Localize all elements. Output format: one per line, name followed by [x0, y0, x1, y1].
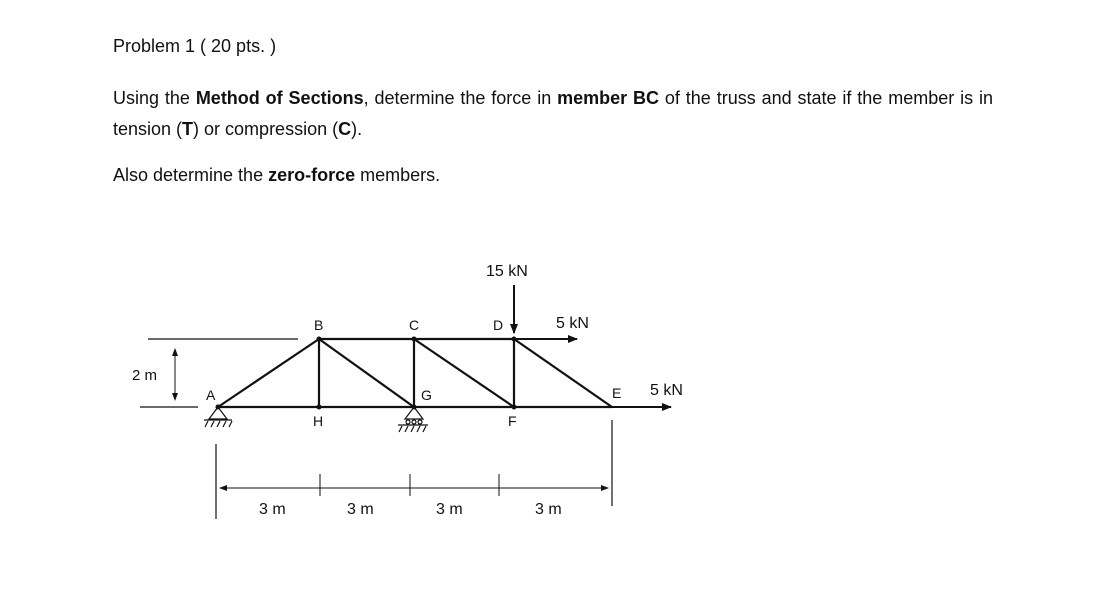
truss-members [218, 339, 612, 407]
joint-label-c: C [409, 317, 420, 333]
support-a-hatch [217, 421, 220, 427]
member-bg [319, 339, 414, 407]
height-label: 2 m [132, 367, 158, 384]
statement-text-4: ) or compression ( [193, 119, 339, 139]
support-a-hatch [205, 421, 208, 427]
applied-loads [486, 263, 683, 407]
support-g-hatch [411, 426, 414, 432]
support-g-roller [406, 420, 410, 424]
zero-force-text-1: Also determine the [113, 165, 269, 185]
pin-support-a [204, 407, 232, 427]
span-label: 3 m [436, 501, 463, 518]
joint-label-b: B [314, 317, 324, 333]
zero-force-text-2: members. [355, 165, 441, 185]
joint-h [317, 405, 322, 410]
statement-text-1: Using the [113, 88, 196, 108]
joint-b [317, 337, 322, 342]
load-5kn-e-label: 5 kN [650, 382, 683, 399]
joint-label-f: F [508, 413, 517, 429]
load-5kn-d-label: 5 kN [556, 315, 589, 332]
span-label: 3 m [535, 501, 562, 518]
member-bc-term: member BC [557, 88, 660, 108]
span-label: 3 m [347, 501, 374, 518]
member-de [514, 339, 612, 407]
support-g-roller [418, 420, 422, 424]
tension-symbol: T [182, 119, 194, 139]
joint-label-a: A [206, 387, 216, 403]
support-g-hatch [399, 426, 402, 432]
span-label: 3 m [259, 501, 286, 518]
method-of-sections-term: Method of Sections [195, 88, 364, 108]
support-g-hatch [417, 426, 420, 432]
compression-symbol: C [338, 119, 352, 139]
statement-text-3: of the truss and state if the member is in tension ( [113, 88, 993, 139]
support-a-hatch [229, 421, 232, 427]
member-ab [218, 339, 319, 407]
roller-support-g [398, 407, 428, 432]
load-15kn-label: 15 kN [486, 263, 528, 280]
joint-label-d: D [493, 317, 504, 333]
problem-heading: Problem 1 ( 20 pts. ) [113, 36, 277, 56]
zero-force-term: zero-force [268, 165, 356, 185]
support-a-hatch [211, 421, 214, 427]
span-labels [259, 501, 562, 518]
statement-text-2: , determine the force in [363, 88, 558, 108]
statement-text-5: ). [351, 119, 363, 139]
support-g-roller [412, 420, 416, 424]
joint-label-h: H [313, 413, 324, 429]
support-g-hatch [423, 426, 426, 432]
joint-label-e: E [612, 385, 622, 401]
support-g-hatch [405, 426, 408, 432]
support-a-hatch [223, 421, 226, 427]
joint-label-g: G [421, 387, 432, 403]
joint-c [412, 337, 417, 342]
joint-f [512, 405, 517, 410]
